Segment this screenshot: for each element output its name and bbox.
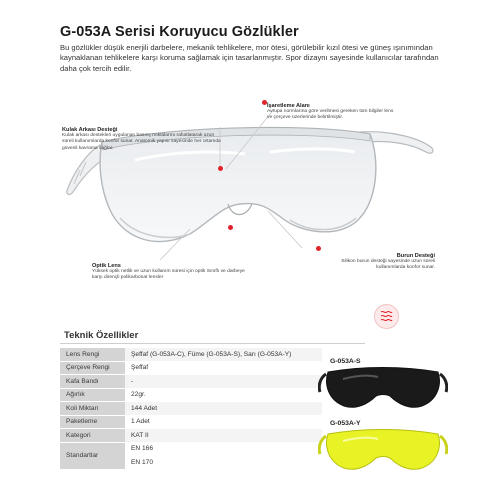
table-row: [60, 429, 322, 443]
intro-text: Bu gözlükler düşük enerjili darbelere, mekanik tehlikelere, mor ötesi, görülebilir kızıl ötesi ve güneş ışınımından kaynaklanan tehlikelere karşı koruma sağlamak için tasarlanmıştır. Spor dizaynı sayesinde kullanıcılar tarafından daha çok tercih edilir.: [60, 43, 439, 73]
spec-key: Lens Rengi: [60, 348, 125, 361]
callout-title: Optik Lens: [92, 263, 121, 269]
anti-fog-icon: [374, 304, 399, 329]
callout-title: İşaretleme Alanı: [267, 103, 310, 109]
table-row: [60, 388, 322, 402]
spec-value: Şeffaf: [125, 361, 322, 375]
callout-nose-support: [330, 253, 435, 272]
spec-key: Çerçeve Rengi: [60, 361, 125, 375]
spec-key: Standartlar: [60, 442, 125, 469]
callout-marking-area: [267, 103, 397, 122]
optical-lens-marker: [228, 225, 233, 230]
callout-optical-lens: [92, 263, 252, 282]
table-row: [60, 375, 322, 389]
yellow-glasses-image: [318, 428, 448, 476]
spec-value: 22gr.: [125, 388, 322, 402]
section-title: Teknik Özellikler: [64, 330, 139, 341]
spec-value: EN 170: [125, 456, 322, 470]
spec-value: KAT II: [125, 429, 322, 443]
callout-text: Yüksek optik netlik ve uzun kullanım süresi için optik Sınıflı ve darbeye karşı dirençli polikarbonat lensler: [92, 269, 245, 281]
table-row: [60, 402, 322, 416]
callout-text: Avrupa normlarına göre verilmesi gereken tüm bilgiler lens ve çerçeve üzerlerinde belirtilmiştir.: [267, 109, 394, 121]
spec-key: Kategori: [60, 429, 125, 443]
spec-key: Kafa Bandı: [60, 375, 125, 389]
table-row: [60, 348, 322, 361]
table-row: [60, 361, 322, 375]
page-title: G-053A Serisi Koruyucu Gözlükler: [60, 24, 299, 40]
spec-value: EN 166: [125, 442, 322, 456]
variant-label-smoke: G-053A-S: [330, 358, 361, 365]
spec-value: 144 Adet: [125, 402, 322, 416]
callout-text: Silikon burun desteği sayesinde uzun süreli kullanımlarda konfor sunar.: [341, 259, 435, 271]
smoke-glasses-image: [318, 366, 448, 414]
callout-text: Kulak arkası destekleri uygulanan basınç noktalarını rahatlatarak uzun süreli kullanımlarda konfor sunar. Anatomik yapısı sayesinde her ortamda güvenli kavrama sağlar.: [62, 133, 221, 151]
table-row: [60, 442, 322, 456]
spec-key: Paketleme: [60, 415, 125, 429]
section-divider: [60, 343, 365, 344]
callout-ear-support: [62, 127, 227, 152]
spec-value: 1 Adet: [125, 415, 322, 429]
spec-value: -: [125, 375, 322, 389]
spec-key: Ağırlık: [60, 388, 125, 402]
nose-support-marker: [316, 246, 321, 251]
callout-title: Kulak Arkası Desteği: [62, 127, 118, 133]
variant-label-yellow: G-053A-Y: [330, 420, 361, 427]
ear-support-marker: [218, 166, 223, 171]
spec-table: [60, 348, 322, 470]
spec-value: Şeffaf (G-053A-C), Füme (G-053A-S), Sarı (G-053A-Y): [125, 348, 322, 361]
callout-title: Burun Desteği: [396, 253, 435, 259]
spec-key: Koli Miktarı: [60, 402, 125, 416]
table-row: [60, 415, 322, 429]
